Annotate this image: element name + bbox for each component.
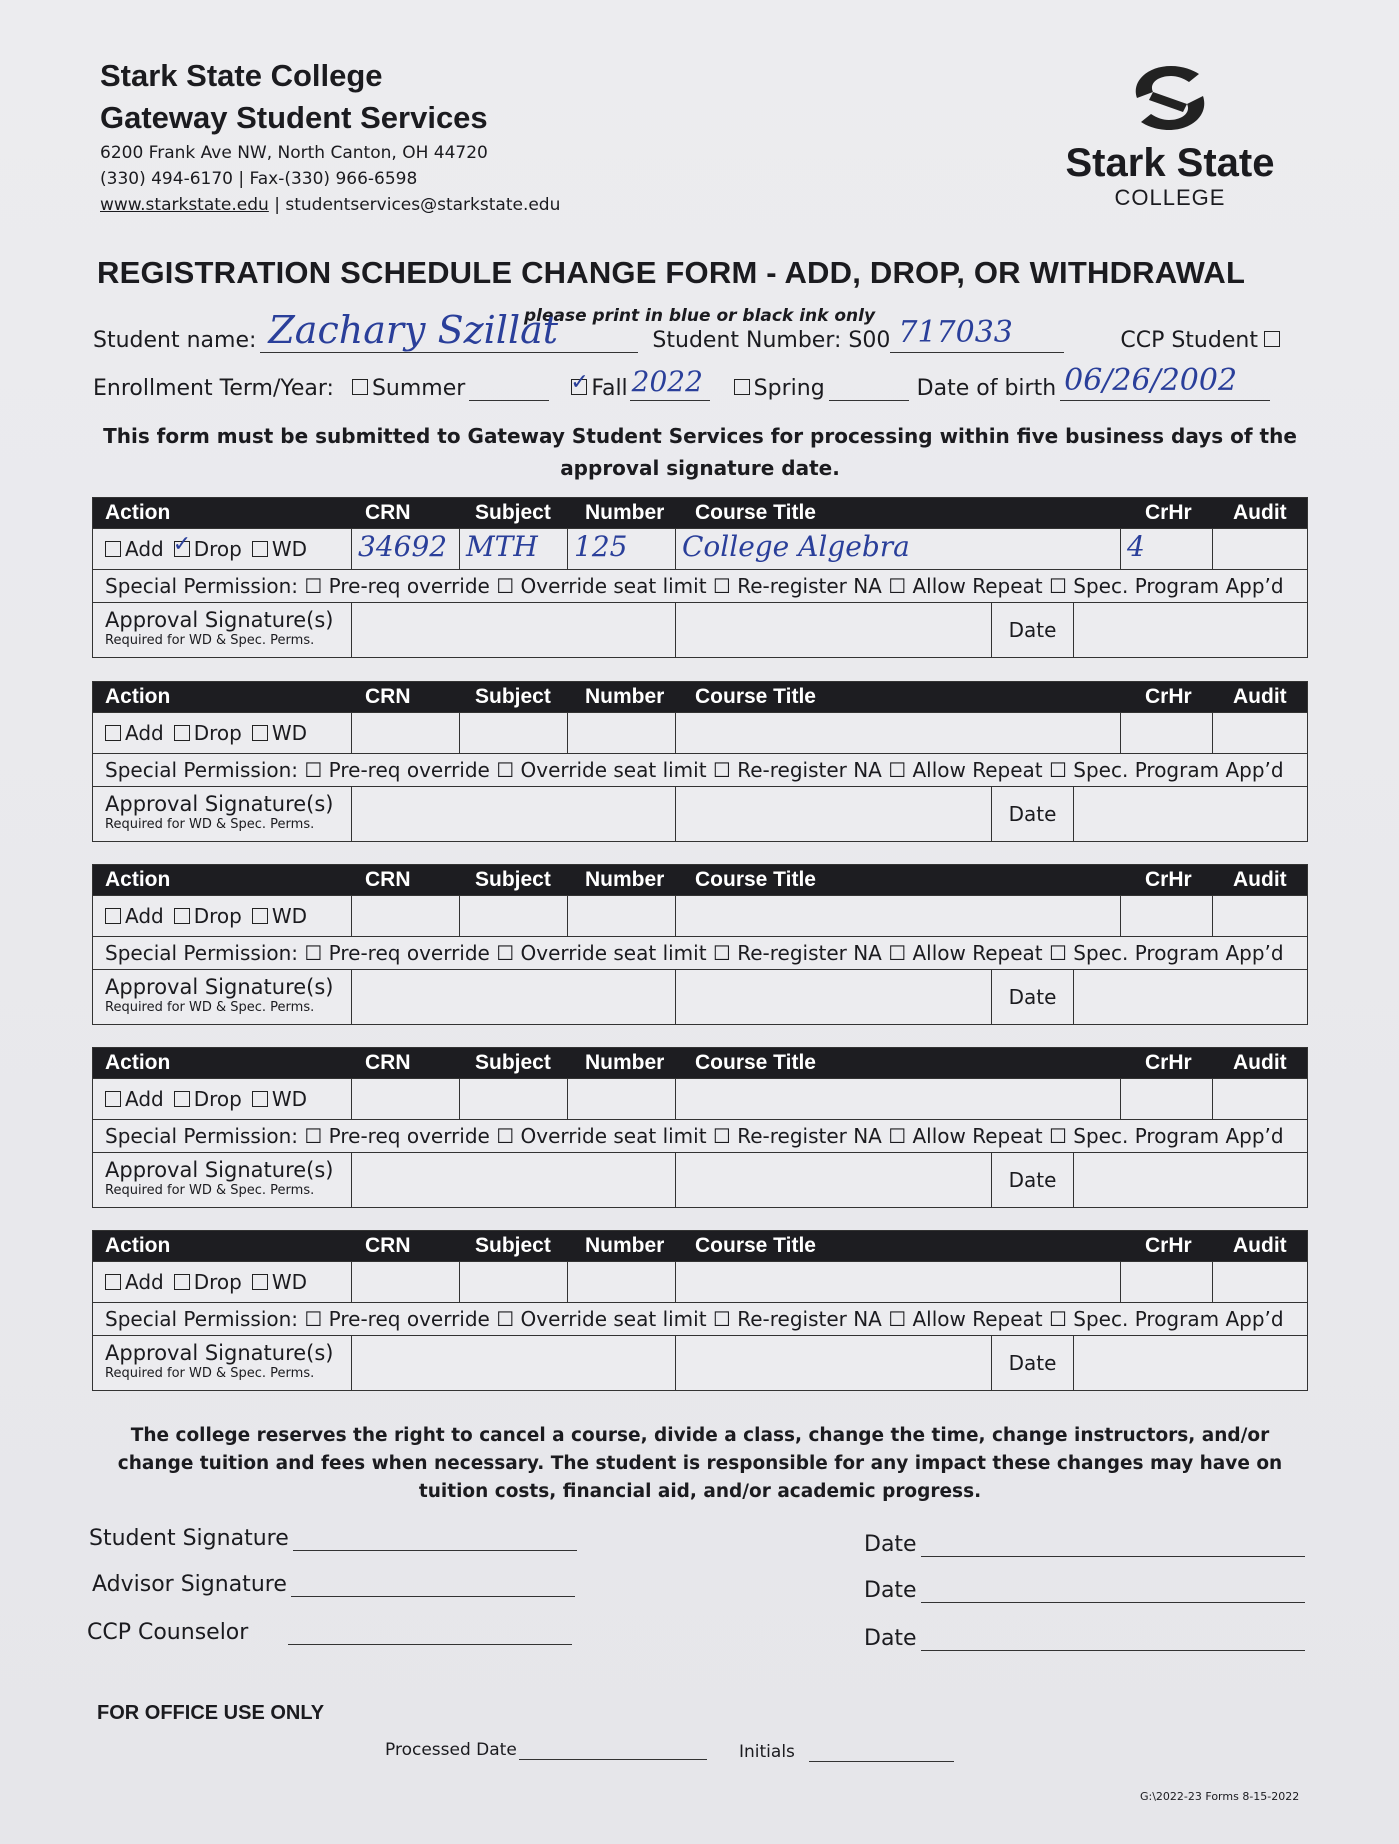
approval-date-label: Date: [992, 787, 1074, 841]
student-number-field[interactable]: [890, 315, 1064, 353]
date-label: Date: [864, 1626, 917, 1651]
course-crhr-field[interactable]: [1121, 896, 1213, 936]
contact-line: [100, 192, 560, 218]
course-crn-field[interactable]: [352, 529, 460, 569]
course-audit-field[interactable]: [1213, 529, 1307, 569]
course-title-field[interactable]: [676, 896, 1121, 936]
enrollment-row: [93, 363, 1270, 401]
col-header-number: Number: [585, 1234, 665, 1257]
col-header-course-title: Course Title: [695, 685, 816, 708]
approval-date-field[interactable]: [1074, 1153, 1307, 1207]
approval-signature-field-2[interactable]: [676, 1153, 992, 1207]
office-use-heading: FOR OFFICE USE ONLY: [97, 1702, 325, 1724]
course-audit-field[interactable]: [1213, 1079, 1307, 1119]
advisor-date-row: [864, 1578, 1305, 1603]
ccp-counselor-label: CCP Counselor: [87, 1620, 249, 1645]
col-header-crn: CRN: [365, 1234, 411, 1257]
drop-label: Drop: [193, 721, 242, 745]
course-row: [93, 1261, 1307, 1302]
enrollment-label: Enrollment Term/Year:: [93, 376, 334, 401]
dob-value: 06/26/2002: [1064, 363, 1238, 398]
approval-date-label: Date: [992, 603, 1074, 657]
approval-label: Approval Signature(s): [105, 1341, 334, 1365]
course-subject-field[interactable]: [460, 1262, 568, 1302]
phone: (330) 494-6170 | Fax-(330) 966-6598: [100, 169, 418, 189]
ccp-counselor-field[interactable]: [288, 1620, 572, 1645]
approval-row: [93, 1152, 1307, 1207]
wd-checkbox[interactable]: [252, 908, 268, 924]
course-audit-field[interactable]: [1213, 896, 1307, 936]
approval-signature-field-1[interactable]: [352, 787, 676, 841]
approval-date-field[interactable]: [1074, 970, 1307, 1024]
course-crn-field[interactable]: [352, 1262, 460, 1302]
action-cell: [93, 529, 352, 569]
advisor-signature-row: [92, 1572, 575, 1597]
col-header-crn: CRN: [365, 685, 411, 708]
student-signature-row: [89, 1526, 577, 1551]
col-header-crn: CRN: [365, 868, 411, 891]
add-checkbox[interactable]: [105, 1091, 121, 1107]
col-header-action: Action: [105, 1234, 171, 1257]
form-revision: G:\2022-23 Forms 8-15-2022: [1140, 1790, 1300, 1803]
checkmark-icon: ✓: [172, 532, 192, 557]
course-crn-field[interactable]: [352, 896, 460, 936]
add-checkbox[interactable]: [105, 541, 121, 557]
course-crn-field[interactable]: [352, 1079, 460, 1119]
col-header-audit: Audit: [1233, 685, 1287, 708]
course-block: [92, 864, 1308, 1025]
course-audit-field[interactable]: [1213, 713, 1307, 753]
approval-date-field[interactable]: [1074, 1336, 1307, 1390]
dob-field[interactable]: [1060, 363, 1270, 401]
ccp-date-row: [864, 1626, 1305, 1651]
student-signature-label: Student Signature: [89, 1526, 289, 1551]
course-crn-value: 34692: [358, 530, 448, 563]
course-crhr-value: 4: [1127, 530, 1145, 563]
ink-note: please print in blue or black ink only: [523, 306, 876, 326]
col-header-crn: CRN: [365, 501, 411, 524]
ccp-student-label: CCP Student: [1120, 328, 1258, 353]
col-header-number: Number: [585, 685, 665, 708]
wd-label: WD: [271, 1087, 308, 1111]
col-header-course-title: Course Title: [695, 1051, 816, 1074]
fall-year-field[interactable]: [630, 365, 710, 401]
col-header-number: Number: [585, 501, 665, 524]
col-header-crhr: CrHr: [1145, 501, 1192, 524]
col-header-crhr: CrHr: [1145, 1234, 1192, 1257]
add-checkbox[interactable]: [105, 1274, 121, 1290]
course-number-field[interactable]: [568, 713, 676, 753]
col-header-audit: Audit: [1233, 501, 1287, 524]
course-number-value: 125: [574, 530, 628, 563]
approval-note: Required for WD & Spec. Perms.: [105, 1183, 315, 1198]
col-header-audit: Audit: [1233, 868, 1287, 891]
course-number-field[interactable]: [568, 1079, 676, 1119]
approval-signature-field-2[interactable]: [676, 1336, 992, 1390]
course-row: [93, 1078, 1307, 1119]
approval-signature-field-1[interactable]: [352, 970, 676, 1024]
action-cell: [93, 1079, 352, 1119]
course-title-field[interactable]: [676, 1262, 1121, 1302]
approval-signature-field-2[interactable]: [676, 970, 992, 1024]
course-crhr-field[interactable]: [1121, 713, 1213, 753]
table-header: [93, 682, 1307, 712]
org-name: Stark State College: [100, 58, 383, 93]
col-header-course-title: Course Title: [695, 501, 816, 524]
col-header-crhr: CrHr: [1145, 685, 1192, 708]
col-header-subject: Subject: [475, 1234, 551, 1257]
action-cell: [93, 713, 352, 753]
wd-checkbox[interactable]: [252, 541, 268, 557]
col-header-course-title: Course Title: [695, 868, 816, 891]
course-block: [92, 1230, 1308, 1391]
approval-date-field[interactable]: [1074, 603, 1307, 657]
action-cell: [93, 1262, 352, 1302]
summer-year-field[interactable]: [469, 370, 549, 401]
course-block: [92, 681, 1308, 842]
approval-label-cell: [93, 603, 352, 657]
approval-row: [93, 1335, 1307, 1390]
approval-date-label: Date: [992, 1153, 1074, 1207]
website-link[interactable]: www.starkstate.edu: [100, 195, 269, 215]
course-title-field[interactable]: [676, 1079, 1121, 1119]
advisor-date-field[interactable]: [921, 1578, 1305, 1603]
approval-label: Approval Signature(s): [105, 975, 334, 999]
student-number-label: Student Number: S00: [652, 328, 891, 353]
processed-date-row: [385, 1740, 707, 1760]
approval-row: [93, 969, 1307, 1024]
course-crhr-field[interactable]: [1121, 1079, 1213, 1119]
col-header-action: Action: [105, 868, 171, 891]
table-header: [93, 1048, 1307, 1078]
date-label: Date: [864, 1578, 917, 1603]
summer-label: Summer: [371, 376, 466, 401]
col-header-crhr: CrHr: [1145, 868, 1192, 891]
spring-checkbox[interactable]: [734, 379, 750, 395]
special-permission-row[interactable]: Special Permission: ☐ Pre-req override ☐ Override seat limit ☐ Re-register NA ☐ Allow Repeat ☐ Spec. Program App’d: [93, 1119, 1307, 1152]
disclaimer: The college reserves the right to cancel a course, divide a class, change the time, change instructors, and/or change tuition and fees when necessary. The student is responsible for any impact these changes may have on tuition costs, financial aid, and/or academic progress.: [117, 1425, 1283, 1502]
approval-note: Required for WD & Spec. Perms.: [105, 817, 315, 832]
fall-checkbox-checked[interactable]: [570, 370, 589, 395]
add-checkbox[interactable]: [105, 725, 121, 741]
add-label: Add: [125, 537, 164, 561]
drop-checkbox[interactable]: [174, 1091, 190, 1107]
checkmark-icon: ✓: [570, 370, 589, 395]
course-number-field[interactable]: [568, 1262, 676, 1302]
initials-field[interactable]: [809, 1743, 954, 1762]
course-title-value: College Algebra: [682, 530, 910, 563]
course-subject-field[interactable]: [460, 713, 568, 753]
add-label: Add: [125, 1270, 164, 1294]
ccp-student-checkbox[interactable]: [1264, 331, 1280, 347]
student-signature-field[interactable]: [293, 1526, 577, 1551]
drop-label: Drop: [193, 1270, 242, 1294]
logo-subtitle: COLLEGE: [1114, 185, 1226, 210]
table-header: [93, 498, 1307, 528]
drop-checkbox[interactable]: [174, 1274, 190, 1290]
college-logo: [1050, 60, 1290, 210]
approval-label-cell: [93, 787, 352, 841]
department-name: Gateway Student Services: [100, 100, 488, 135]
logo-swoosh-icon: [1127, 60, 1213, 136]
special-permission-row[interactable]: Special Permission: ☐ Pre-req override ☐ Override seat limit ☐ Re-register NA ☐ Allow Repeat ☐ Spec. Program App’d: [93, 569, 1307, 602]
approval-label: Approval Signature(s): [105, 1158, 334, 1182]
course-crhr-field[interactable]: [1121, 1262, 1213, 1302]
summer-checkbox[interactable]: [352, 379, 368, 395]
approval-signature-field-1[interactable]: [352, 1153, 676, 1207]
approval-label: Approval Signature(s): [105, 608, 334, 632]
approval-note: Required for WD & Spec. Perms.: [105, 1000, 315, 1015]
student-date-row: [864, 1532, 1305, 1557]
col-header-action: Action: [105, 1051, 171, 1074]
form-title: REGISTRATION SCHEDULE CHANGE FORM - ADD, DROP, OR WITHDRAWAL: [97, 255, 1246, 290]
course-row: [93, 528, 1307, 569]
wd-label: WD: [271, 721, 308, 745]
add-label: Add: [125, 904, 164, 928]
fall-year-value: 2022: [631, 365, 703, 398]
wd-checkbox[interactable]: [252, 1091, 268, 1107]
approval-label: Approval Signature(s): [105, 792, 334, 816]
col-header-action: Action: [105, 685, 171, 708]
approval-row: [93, 786, 1307, 841]
initials-row: [739, 1742, 954, 1762]
col-header-subject: Subject: [475, 685, 551, 708]
wd-checkbox[interactable]: [252, 725, 268, 741]
approval-signature-field-1[interactable]: [352, 603, 676, 657]
student-number-value: 717033: [898, 315, 1013, 350]
college-header: [100, 56, 560, 218]
col-header-number: Number: [585, 1051, 665, 1074]
processed-date-label: Processed Date: [385, 1740, 517, 1760]
student-name-label: Student name:: [93, 328, 257, 353]
approval-label-cell: [93, 970, 352, 1024]
initials-label: Initials: [739, 1742, 795, 1762]
drop-checkbox[interactable]: [174, 725, 190, 741]
col-header-number: Number: [585, 868, 665, 891]
course-subject-field[interactable]: [460, 529, 568, 569]
ccp-date-field[interactable]: [921, 1626, 1305, 1651]
col-header-audit: Audit: [1233, 1234, 1287, 1257]
approval-date-label: Date: [992, 1336, 1074, 1390]
course-number-field[interactable]: [568, 529, 676, 569]
drop-checkbox[interactable]: [172, 532, 192, 557]
drop-label: Drop: [193, 1087, 242, 1111]
col-header-action: Action: [105, 501, 171, 524]
col-header-subject: Subject: [475, 1051, 551, 1074]
logo-name: Stark State: [1065, 141, 1275, 185]
approval-signature-field-2[interactable]: [676, 787, 992, 841]
course-crn-field[interactable]: [352, 713, 460, 753]
address: 6200 Frank Ave NW, North Canton, OH 44720: [100, 143, 488, 163]
course-row: [93, 712, 1307, 753]
action-cell: [93, 896, 352, 936]
col-header-subject: Subject: [475, 868, 551, 891]
special-permission-row[interactable]: Special Permission: ☐ Pre-req override ☐ Override seat limit ☐ Re-register NA ☐ Allow Repeat ☐ Spec. Program App’d: [93, 936, 1307, 969]
approval-label-cell: [93, 1336, 352, 1390]
wd-label: WD: [271, 537, 308, 561]
approval-note: Required for WD & Spec. Perms.: [105, 1366, 315, 1381]
ccp-counselor-row: [87, 1620, 572, 1645]
advisor-signature-label: Advisor Signature: [92, 1572, 287, 1597]
spring-year-field[interactable]: [829, 370, 909, 401]
wd-label: WD: [271, 904, 308, 928]
col-header-audit: Audit: [1233, 1051, 1287, 1074]
course-crhr-field[interactable]: [1121, 529, 1213, 569]
special-permission-row[interactable]: Special Permission: ☐ Pre-req override ☐ Override seat limit ☐ Re-register NA ☐ Allow Repeat ☐ Spec. Program App’d: [93, 753, 1307, 786]
course-audit-field[interactable]: [1213, 1262, 1307, 1302]
course-number-field[interactable]: [568, 896, 676, 936]
approval-signature-field-2[interactable]: [676, 603, 992, 657]
date-label: Date: [864, 1532, 917, 1557]
col-header-crn: CRN: [365, 1051, 411, 1074]
student-name-value: Zachary Szillat: [268, 308, 559, 352]
approval-date-label: Date: [992, 970, 1074, 1024]
drop-checkbox[interactable]: [174, 908, 190, 924]
drop-label: Drop: [193, 537, 242, 561]
advisor-signature-field[interactable]: [291, 1572, 575, 1597]
processed-date-field[interactable]: [519, 1741, 707, 1760]
course-subject-field[interactable]: [460, 896, 568, 936]
add-checkbox[interactable]: [105, 908, 121, 924]
drop-label: Drop: [193, 904, 242, 928]
fall-label: Fall: [591, 376, 628, 401]
add-label: Add: [125, 1087, 164, 1111]
table-header: [93, 1231, 1307, 1261]
submission-instructions: This form must be submitted to Gateway Student Services for processing within five business days of the approval signature date.: [103, 424, 1297, 480]
course-subject-field[interactable]: [460, 1079, 568, 1119]
special-permission-row[interactable]: Special Permission: ☐ Pre-req override ☐ Override seat limit ☐ Re-register NA ☐ Allow Repeat ☐ Spec. Program App’d: [93, 1302, 1307, 1335]
wd-label: WD: [271, 1270, 308, 1294]
approval-note: Required for WD & Spec. Perms.: [105, 633, 315, 648]
course-block: [92, 497, 1308, 658]
course-row: [93, 895, 1307, 936]
col-header-course-title: Course Title: [695, 1234, 816, 1257]
table-header: [93, 865, 1307, 895]
add-label: Add: [125, 721, 164, 745]
wd-checkbox[interactable]: [252, 1274, 268, 1290]
approval-label-cell: [93, 1153, 352, 1207]
dob-label: Date of birth: [916, 376, 1057, 401]
student-name-field[interactable]: [260, 308, 638, 353]
approval-row: [93, 602, 1307, 657]
spring-label: Spring: [753, 376, 825, 401]
student-date-field[interactable]: [921, 1532, 1305, 1557]
approval-date-field[interactable]: [1074, 787, 1307, 841]
col-header-crhr: CrHr: [1145, 1051, 1192, 1074]
course-title-field[interactable]: [676, 713, 1121, 753]
col-header-subject: Subject: [475, 501, 551, 524]
course-block: [92, 1047, 1308, 1208]
approval-signature-field-1[interactable]: [352, 1336, 676, 1390]
course-title-field[interactable]: [676, 529, 1121, 569]
email: | studentservices@starkstate.edu: [268, 195, 561, 215]
course-subject-value: MTH: [466, 530, 538, 563]
